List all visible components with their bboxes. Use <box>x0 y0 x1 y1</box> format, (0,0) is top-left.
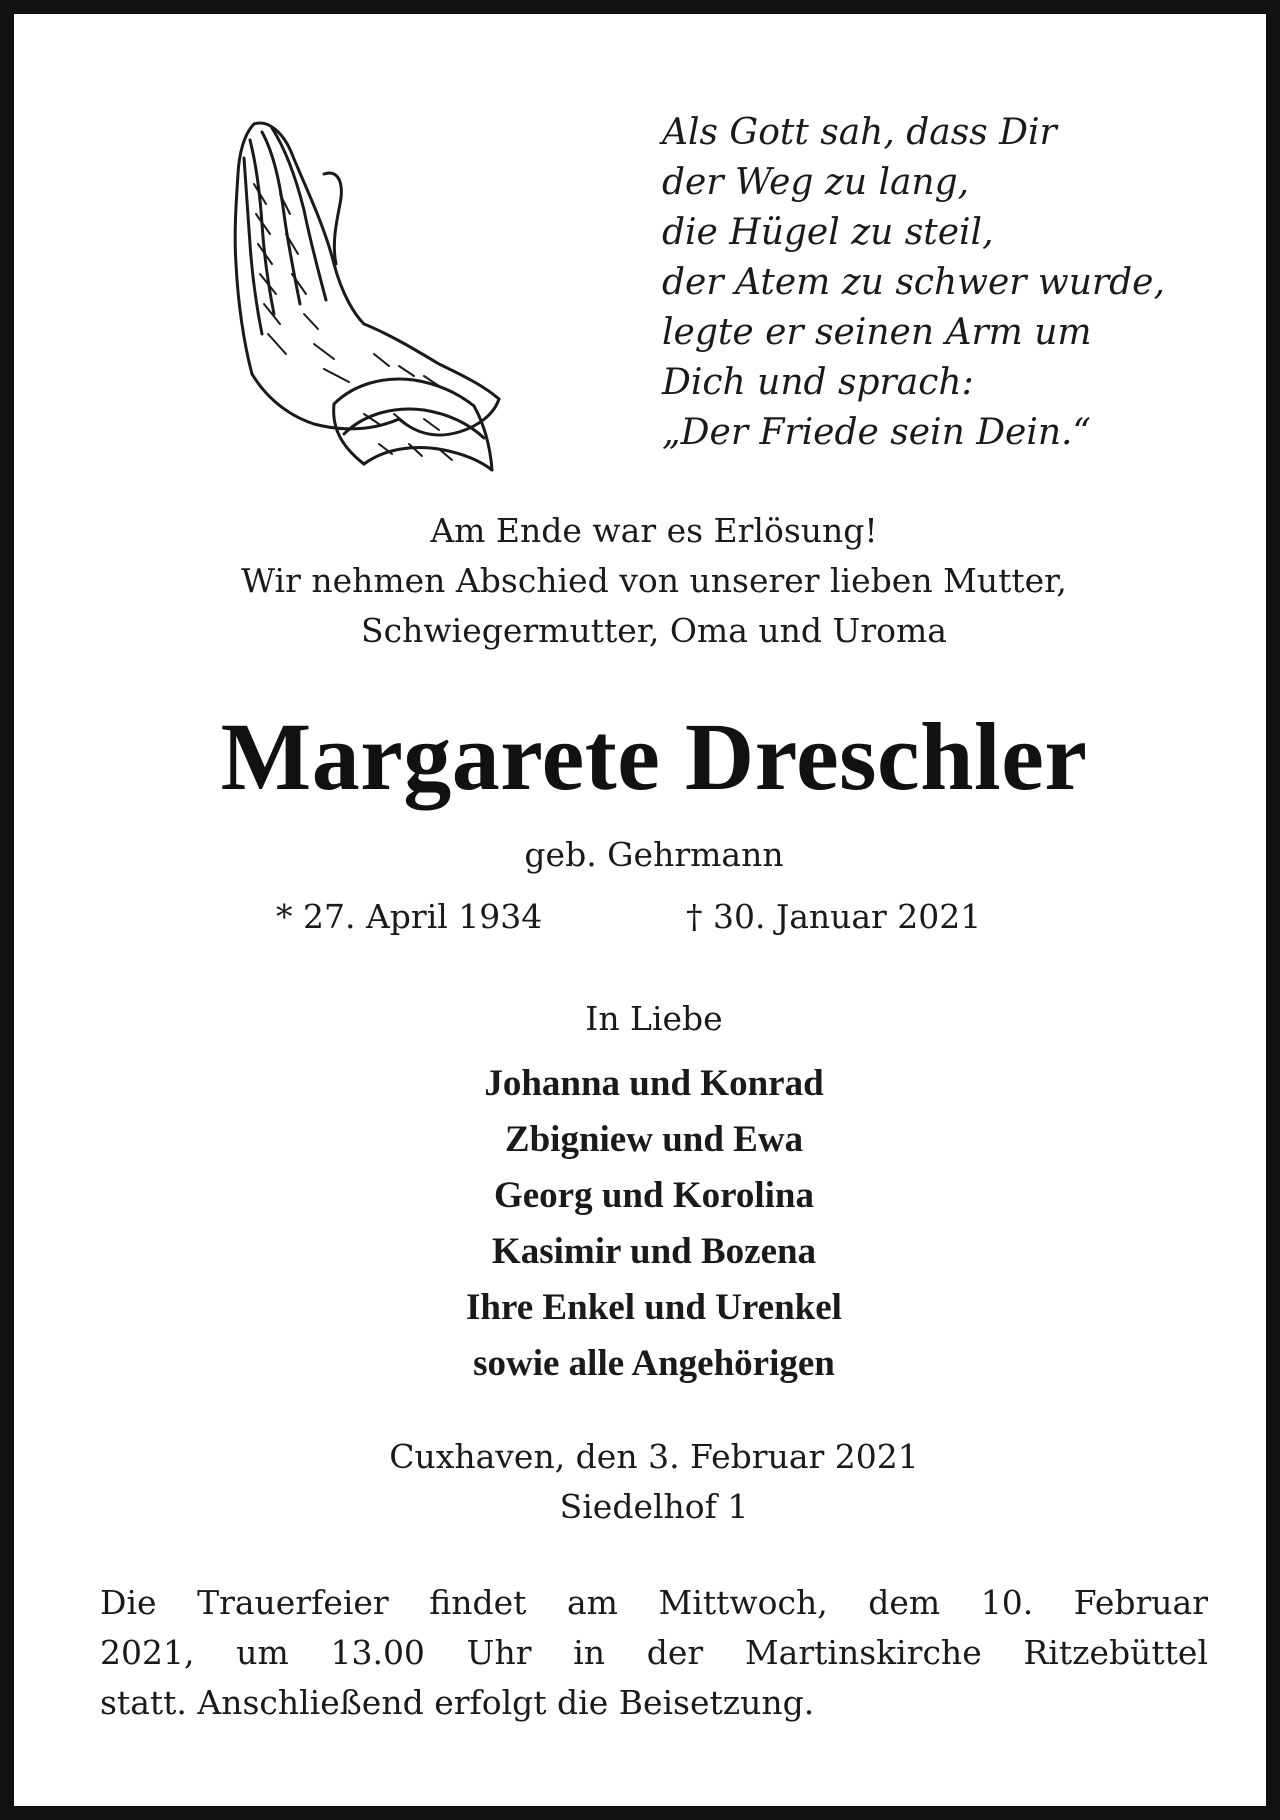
mourner-entry: Georg und Korolina <box>493 1175 815 1216</box>
birth-date: * 27. April 1934 <box>276 897 543 936</box>
poem-line: legte er seinen Arm um <box>662 312 1092 353</box>
mourner-entry: sowie alle Angehörigen <box>473 1343 835 1384</box>
address-line: Siedelhof 1 <box>559 1487 749 1526</box>
poem-verse <box>662 108 1222 458</box>
service-line: Die Trauerfeier findet am Mittwoch, dem 10. Februar <box>100 1583 1208 1622</box>
service-line: statt. Anschließend erfolgt die Beisetzung. <box>100 1683 815 1722</box>
intro-line: Schwiegermutter, Oma und Uroma <box>361 611 947 650</box>
funeral-service-info <box>100 1578 1208 1728</box>
mourner-entry: Kasimir und Bozena <box>491 1231 817 1272</box>
place-and-date <box>54 1432 1254 1532</box>
mourner-entry: Johanna und Konrad <box>484 1063 824 1104</box>
mourners-list <box>54 1056 1254 1392</box>
poem-line: der Weg zu lang, <box>662 162 970 203</box>
death-date: † 30. Januar 2021 <box>686 897 982 936</box>
poem-line: Als Gott sah, dass Dir <box>662 112 1057 153</box>
poem-line: „Der Friede sein Dein.“ <box>662 412 1091 453</box>
poem-line: die Hügel zu steil, <box>662 212 994 253</box>
intro-line: Am Ende war es Erlösung! <box>430 511 878 550</box>
maiden-name: geb. Gehrmann <box>524 835 784 874</box>
mourner-entry: Zbigniew und Ewa <box>504 1119 804 1160</box>
mourner-entry: Ihre Enkel und Urenkel <box>466 1287 842 1328</box>
poem-line: der Atem zu schwer wurde, <box>662 262 1165 303</box>
place-date-line: Cuxhaven, den 3. Februar 2021 <box>389 1437 919 1476</box>
praying-hands-icon <box>214 114 514 474</box>
poem-line: Dich und sprach: <box>662 362 974 403</box>
service-line: 2021, um 13.00 Uhr in der Martinskirche Ritzebüttel <box>100 1633 1208 1672</box>
deceased-name: Margarete Dreschler <box>220 703 1088 810</box>
farewell-intro <box>54 506 1254 656</box>
intro-line: Wir nehmen Abschied von unserer lieben Mutter, <box>241 561 1067 600</box>
mourners-intro: In Liebe <box>585 999 723 1038</box>
